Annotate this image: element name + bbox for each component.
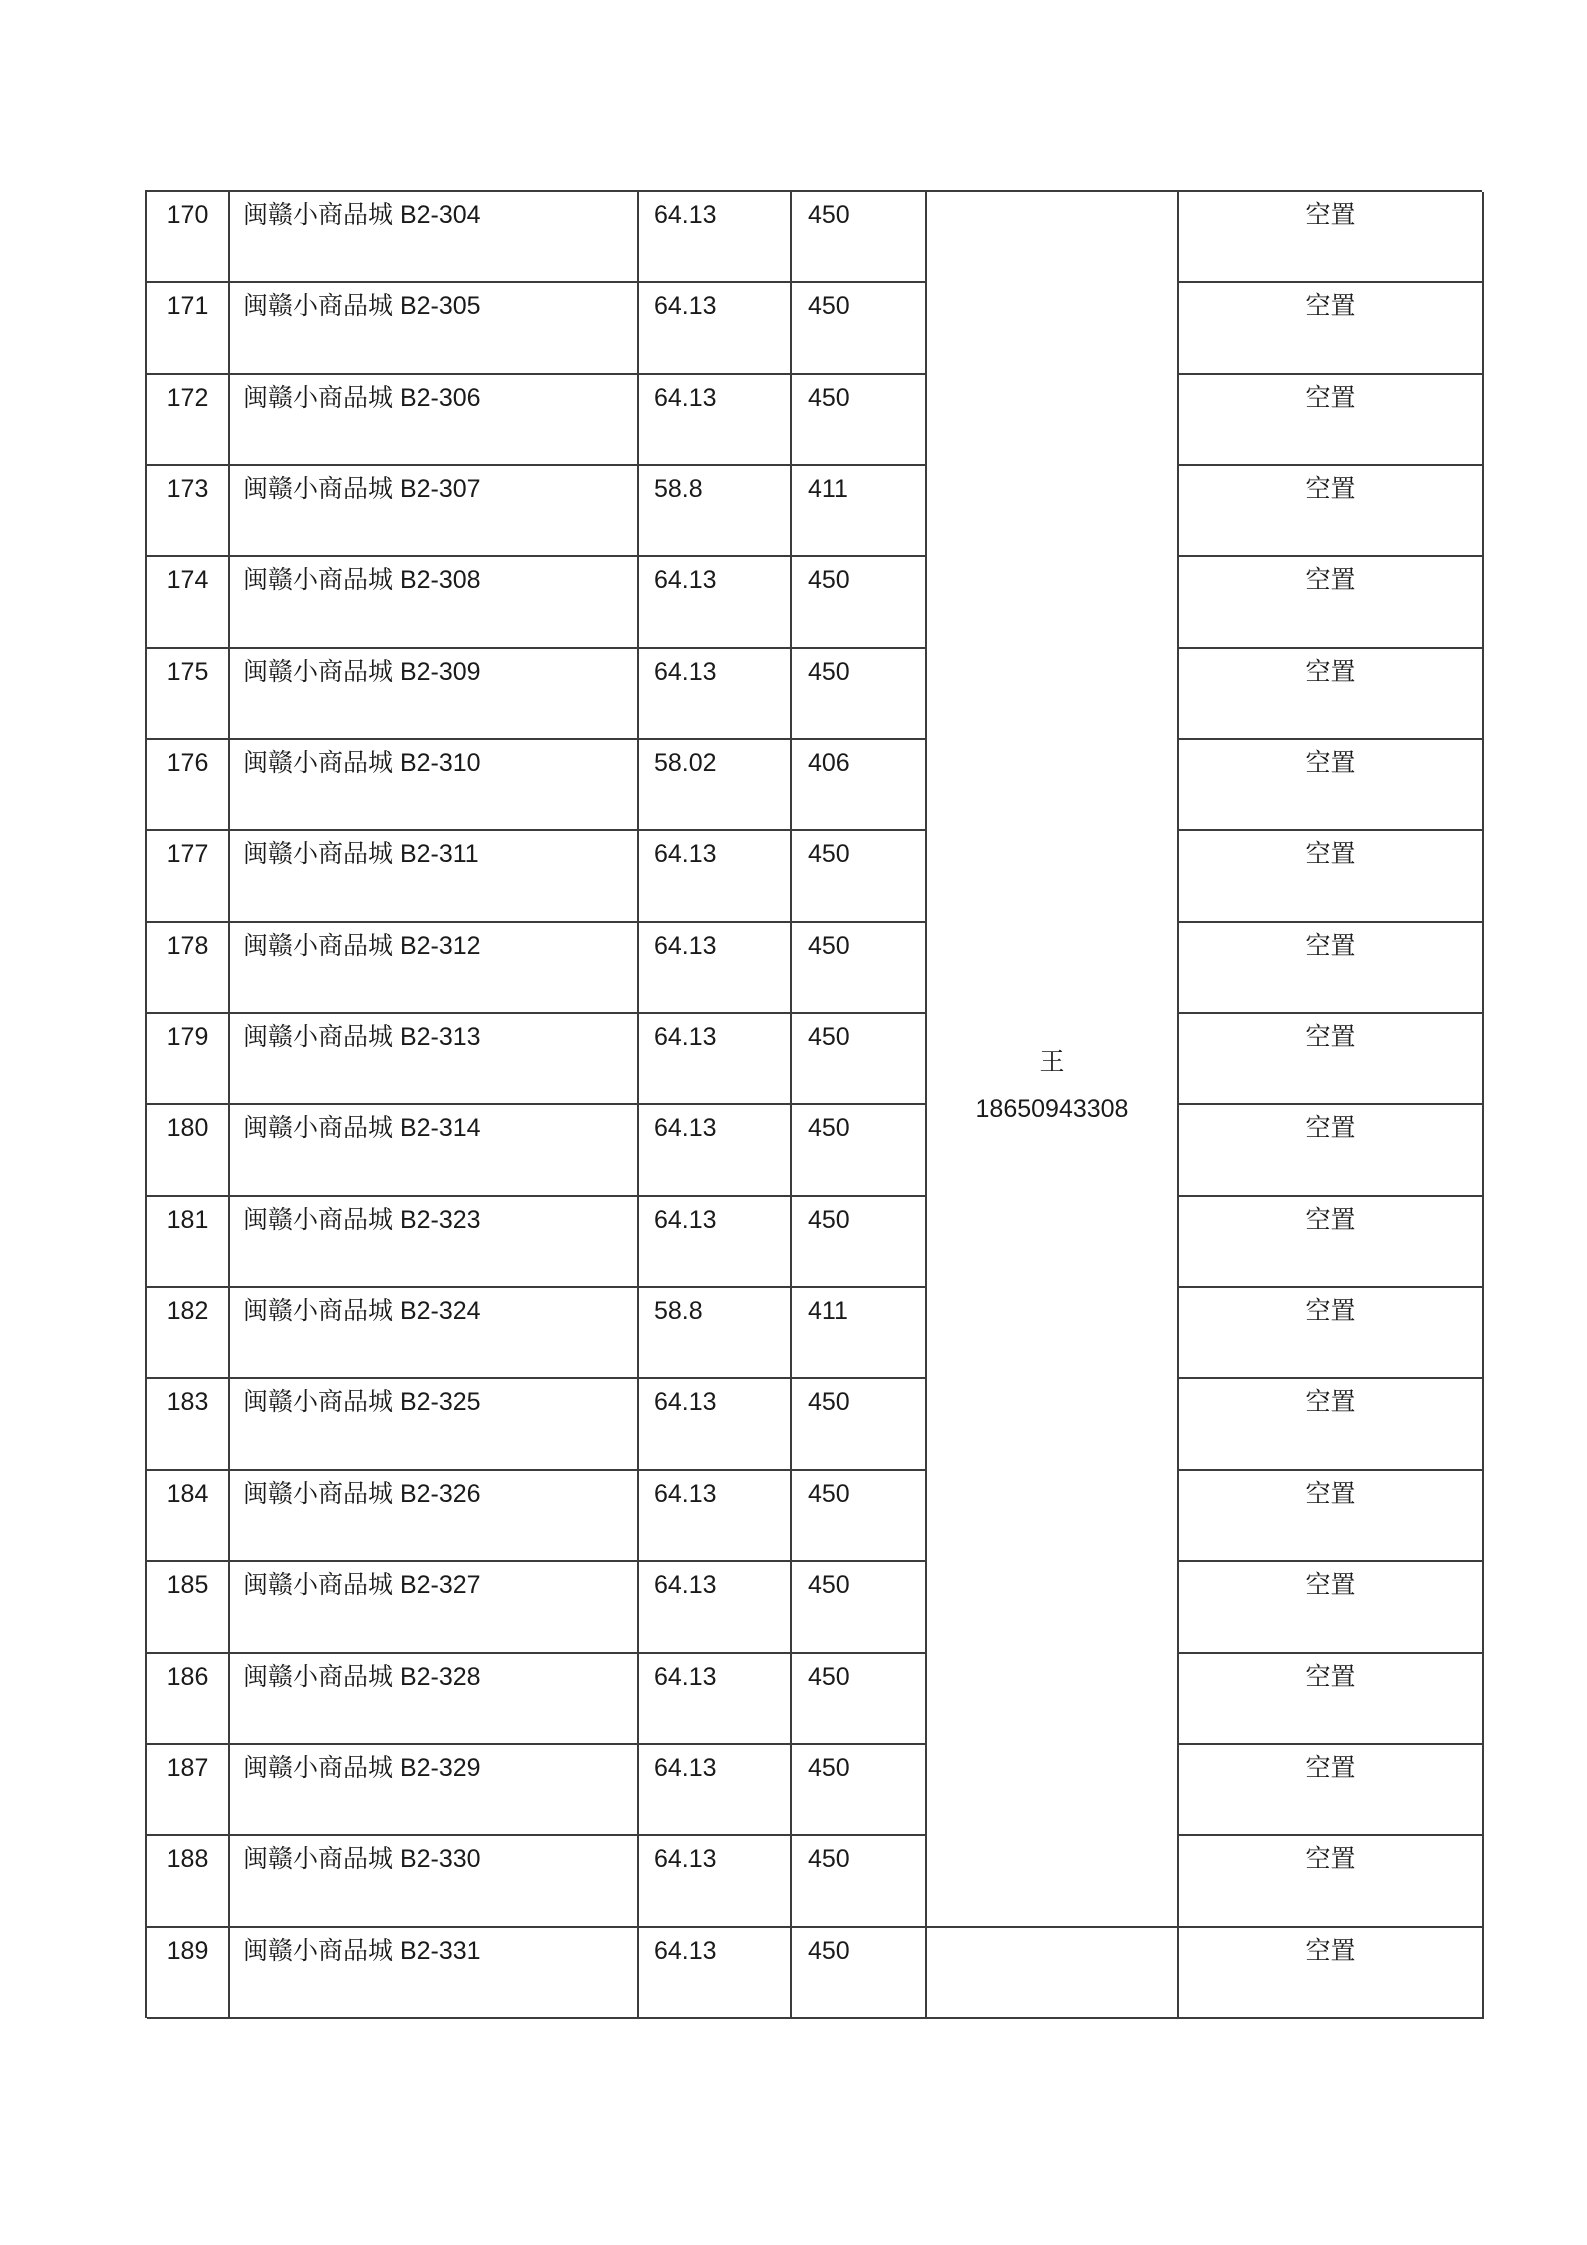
area-cell: 64.13 [639,1471,792,1562]
area-cell: 64.13 [639,375,792,466]
row-number-cell: 173 [147,466,230,557]
property-name-cell: 闽赣小商品城 B2-314 [230,1105,639,1196]
property-name-cell: 闽赣小商品城 B2-329 [230,1745,639,1836]
area-cell: 64.13 [639,1654,792,1745]
area-cell: 64.13 [639,1014,792,1105]
row-number-cell: 186 [147,1654,230,1745]
status-cell: 空置 [1179,1745,1484,1836]
area-cell: 64.13 [639,649,792,740]
area-cell: 58.8 [639,1288,792,1379]
price-cell: 450 [792,649,927,740]
status-cell: 空置 [1179,375,1484,466]
property-name-cell: 闽赣小商品城 B2-305 [230,283,639,374]
property-name-cell: 闽赣小商品城 B2-308 [230,557,639,648]
property-name-cell: 闽赣小商品城 B2-309 [230,649,639,740]
property-name-cell: 闽赣小商品城 B2-324 [230,1288,639,1379]
area-cell: 64.13 [639,923,792,1014]
row-number-cell: 189 [147,1928,230,2019]
property-name-cell: 闽赣小商品城 B2-326 [230,1471,639,1562]
row-number-cell: 187 [147,1745,230,1836]
status-cell: 空置 [1179,283,1484,374]
row-number-cell: 184 [147,1471,230,1562]
price-cell: 450 [792,1105,927,1196]
property-name-cell: 闽赣小商品城 B2-325 [230,1379,639,1470]
row-number-cell: 174 [147,557,230,648]
price-cell: 411 [792,1288,927,1379]
property-name-cell: 闽赣小商品城 B2-313 [230,1014,639,1105]
status-cell: 空置 [1179,1928,1484,2019]
area-cell: 64.13 [639,1197,792,1288]
price-cell: 450 [792,1197,927,1288]
status-cell: 空置 [1179,923,1484,1014]
property-name-cell: 闽赣小商品城 B2-306 [230,375,639,466]
price-cell: 406 [792,740,927,831]
status-cell: 空置 [1179,192,1484,283]
row-number-cell: 170 [147,192,230,283]
price-cell: 450 [792,831,927,922]
property-name-cell: 闽赣小商品城 B2-312 [230,923,639,1014]
price-cell: 450 [792,283,927,374]
area-cell: 64.13 [639,1745,792,1836]
status-cell: 空置 [1179,1654,1484,1745]
area-cell: 64.13 [639,192,792,283]
property-name-cell: 闽赣小商品城 B2-331 [230,1928,639,2019]
area-cell: 64.13 [639,1379,792,1470]
price-cell: 450 [792,1654,927,1745]
row-number-cell: 183 [147,1379,230,1470]
row-number-cell: 176 [147,740,230,831]
property-name-cell: 闽赣小商品城 B2-311 [230,831,639,922]
area-cell: 64.13 [639,831,792,922]
row-number-cell: 175 [147,649,230,740]
property-name-cell: 闽赣小商品城 B2-304 [230,192,639,283]
area-cell: 58.8 [639,466,792,557]
status-cell: 空置 [1179,1288,1484,1379]
row-number-cell: 188 [147,1836,230,1927]
area-cell: 64.13 [639,557,792,648]
status-cell: 空置 [1179,1105,1484,1196]
area-cell: 64.13 [639,1836,792,1927]
row-number-cell: 181 [147,1197,230,1288]
status-cell: 空置 [1179,557,1484,648]
status-cell: 空置 [1179,1836,1484,1927]
area-cell: 58.02 [639,740,792,831]
property-name-cell: 闽赣小商品城 B2-323 [230,1197,639,1288]
row-number-cell: 177 [147,831,230,922]
row-number-cell: 171 [147,283,230,374]
area-cell: 64.13 [639,1928,792,2019]
contact-name: 王 [1039,1048,1065,1077]
property-name-cell: 闽赣小商品城 B2-310 [230,740,639,831]
price-cell: 450 [792,923,927,1014]
price-cell: 411 [792,466,927,557]
contact-phone: 18650943308 [975,1095,1129,1124]
price-cell: 450 [792,1836,927,1927]
status-cell: 空置 [1179,649,1484,740]
area-cell: 64.13 [639,1105,792,1196]
price-cell: 450 [792,375,927,466]
property-name-cell: 闽赣小商品城 B2-307 [230,466,639,557]
status-cell: 空置 [1179,1197,1484,1288]
listing-table [145,190,1482,2018]
property-name-cell: 闽赣小商品城 B2-330 [230,1836,639,1927]
contact-cell-merged [927,192,1179,1928]
status-cell: 空置 [1179,1471,1484,1562]
price-cell: 450 [792,1471,927,1562]
row-number-cell: 172 [147,375,230,466]
price-cell: 450 [792,557,927,648]
row-number-cell: 180 [147,1105,230,1196]
price-cell: 450 [792,1014,927,1105]
price-cell: 450 [792,1562,927,1653]
status-cell: 空置 [1179,1379,1484,1470]
area-cell: 64.13 [639,1562,792,1653]
status-cell: 空置 [1179,1014,1484,1105]
price-cell: 450 [792,1745,927,1836]
status-cell: 空置 [1179,831,1484,922]
property-name-cell: 闽赣小商品城 B2-327 [230,1562,639,1653]
row-number-cell: 185 [147,1562,230,1653]
price-cell: 450 [792,1379,927,1470]
status-cell: 空置 [1179,1562,1484,1653]
status-cell: 空置 [1179,466,1484,557]
row-number-cell: 182 [147,1288,230,1379]
price-cell: 450 [792,192,927,283]
contact-cell-empty [927,1928,1179,2019]
area-cell: 64.13 [639,283,792,374]
row-number-cell: 178 [147,923,230,1014]
status-cell: 空置 [1179,740,1484,831]
price-cell: 450 [792,1928,927,2019]
property-name-cell: 闽赣小商品城 B2-328 [230,1654,639,1745]
row-number-cell: 179 [147,1014,230,1105]
